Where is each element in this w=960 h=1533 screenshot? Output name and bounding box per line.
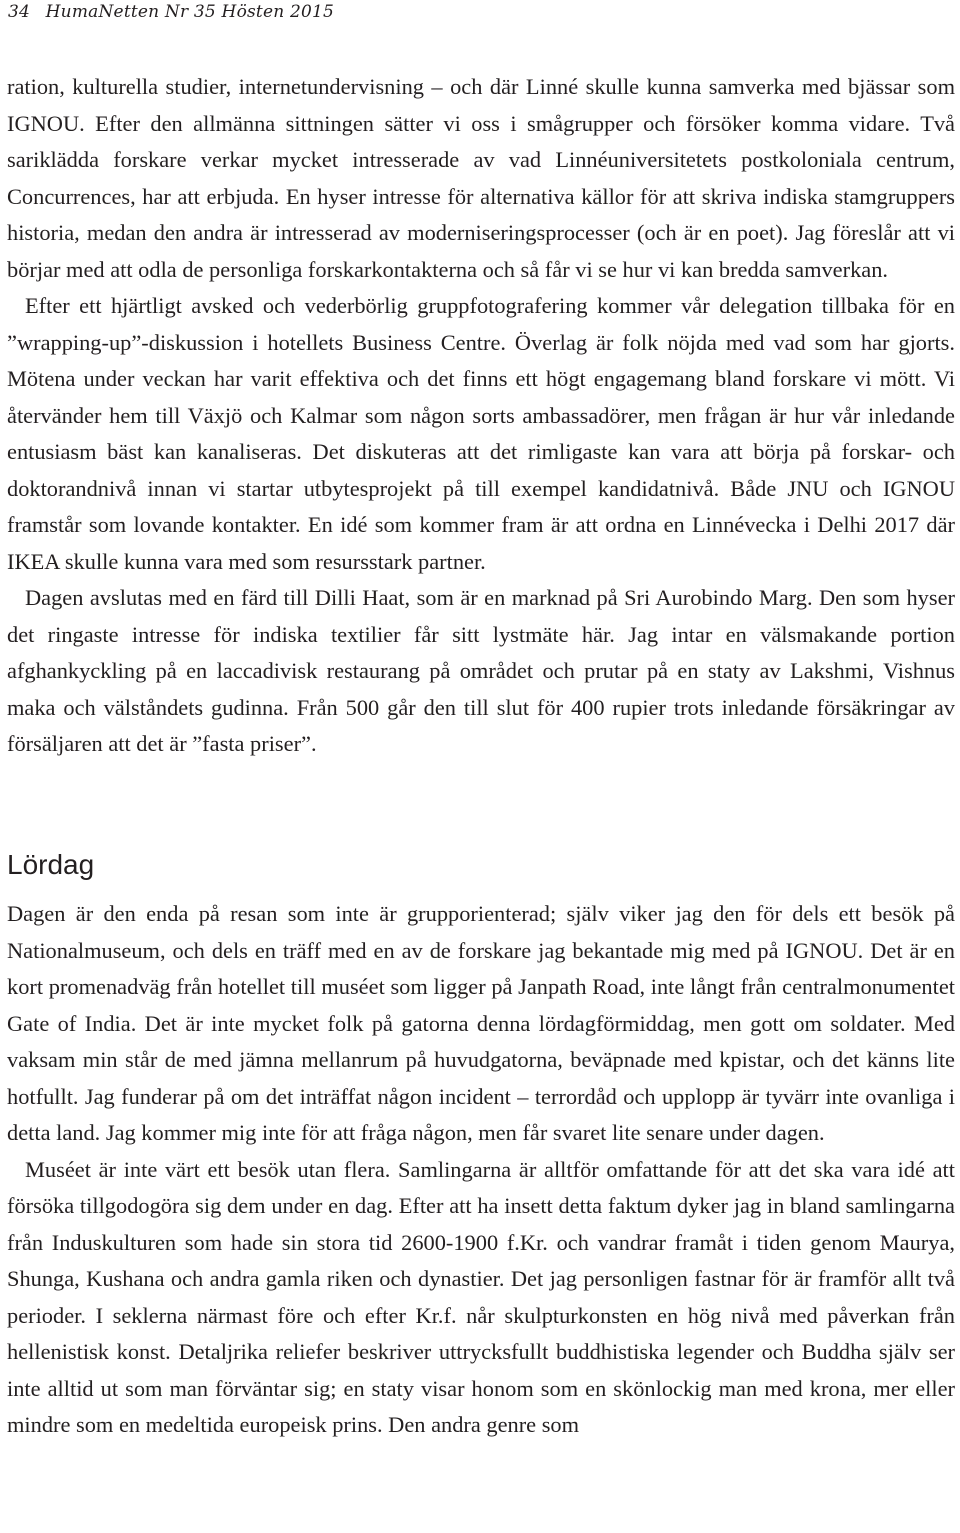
paragraph: Dagen är den enda på resan som inte är grupporienterad; själv viker jag den för dels ett besök på Nationalmuseum, och dels en träff med en av de forskare jag bekantade mig med på IGNOU. Det är en kort promenadväg från hotellet till muséet som ligger på Janpath Road, inte långt från centralmonumentet Gate of India. Det är inte mycket folk på gatorna denna lördagförmiddag, men gott om soldater. Med vaksam min står de med jämna mellanrum på huvudgatorna, beväpnade med kpistar, och det känns lite hotfullt. Jag funderar på om det inträffat någon incident – terrordåd och upplopp är tyvärr inte ovanliga i detta land. Jag kommer mig inte för att fråga någon, men får svaret lite senare under dagen. [7, 901, 955, 1145]
page-number: 34 [8, 2, 31, 22]
paragraph: Dagen avslutas med en färd till Dilli Haat, som är en marknad på Sri Aurobindo Marg. Den som hyser det ringaste intresse för indiska textilier får sitt lystmäte här. Jag intar en välsmakande portion afghankyckling på en laccadivisk restaurang på området och prutar på en staty av Lakshmi, Vishnus maka och välståndets gudinna. Från 500 går den till slut för 400 rupier trots inledande försäkringar av försäljaren att det är ”fasta priser”. [7, 585, 955, 756]
paragraph: Muséet är inte värt ett besök utan flera. Samlingarna är alltför omfattande för att det ska vara idé att försöka tillgodogöra sig dem under en dag. Efter att ha insett detta faktum dyker jag in bland samlingarna från Induskulturen som hade sin stora tid 2600-1900 f.Kr. och vandrar framåt i tiden genom Maurya, Shunga, Kushana och andra gamla riken och dynastier. Det jag personligen fastnar för är framför allt två perioder. I seklerna närmast före och efter Kr.f. når skulpturkonsten en hög nivå med påverkan från hellenistisk konst. Detaljrika reliefer beskriver uttrycksfullt buddhistiska legender och Buddha själv ser inte alltid ut som man förväntar sig; en staty visar honom som en skönlockig man med krona, mer eller mindre som en medeltida europeisk prins. Den andra genre som [7, 1156, 955, 1437]
article-body-upper [7, 69, 955, 763]
paragraph: ration, kulturella studier, internetundervisning – och där Linné skulle kunna samverka med bjässar som IGNOU. Efter den allmänna sittningen sätter vi oss i smågrupper och försöker komma vidare. Två sariklädda forskare verkar mycket intresserade av vad Linnéuniversitetets postkoloniala centrum, Concurrences, har att erbjuda. En hyser intresse för alternativa källor för att skriva indiska stamgruppers historia, medan den andra är intresserad av moderniseringsprocesser (och är en poet). Jag föreslår att vi börjar med att odla de personliga forskarkontakterna och så får vi se hur vi kan bredda samverkan. [7, 74, 955, 282]
paragraph: Efter ett hjärtligt avsked och vederbörlig gruppfotografering kommer vår delegation tillbaka för en ”wrapping-up”-diskussion i hotellets Business Centre. Överlag är folk nöjda med vad som har gjorts. Mötena under veckan har varit effektiva och det finns ett högt engagemang bland forskare vi mött. Vi återvänder hem till Växjö och Kalmar som någon sorts ambassadörer, men frågan är hur vår inledande entusiasm bäst kan kanaliseras. Det diskuteras att det rimligaste kan vara att börja på forskar- och doktorandnivå innan vi startar utbytesprojekt på till exempel kandidatnivå. Både JNU och IGNOU framstår som lovande kontakter. En idé som kommer fram är att ordna en Linnévecka i Delhi 2017 där IKEA skulle kunna vara med som resursstark partner. [7, 293, 955, 574]
publication-title: HumaNetten Nr 35 Hösten 2015 [45, 2, 335, 22]
running-header [8, 2, 334, 22]
section-heading: Lördag [7, 849, 95, 880]
article-body-lower [7, 896, 955, 1444]
